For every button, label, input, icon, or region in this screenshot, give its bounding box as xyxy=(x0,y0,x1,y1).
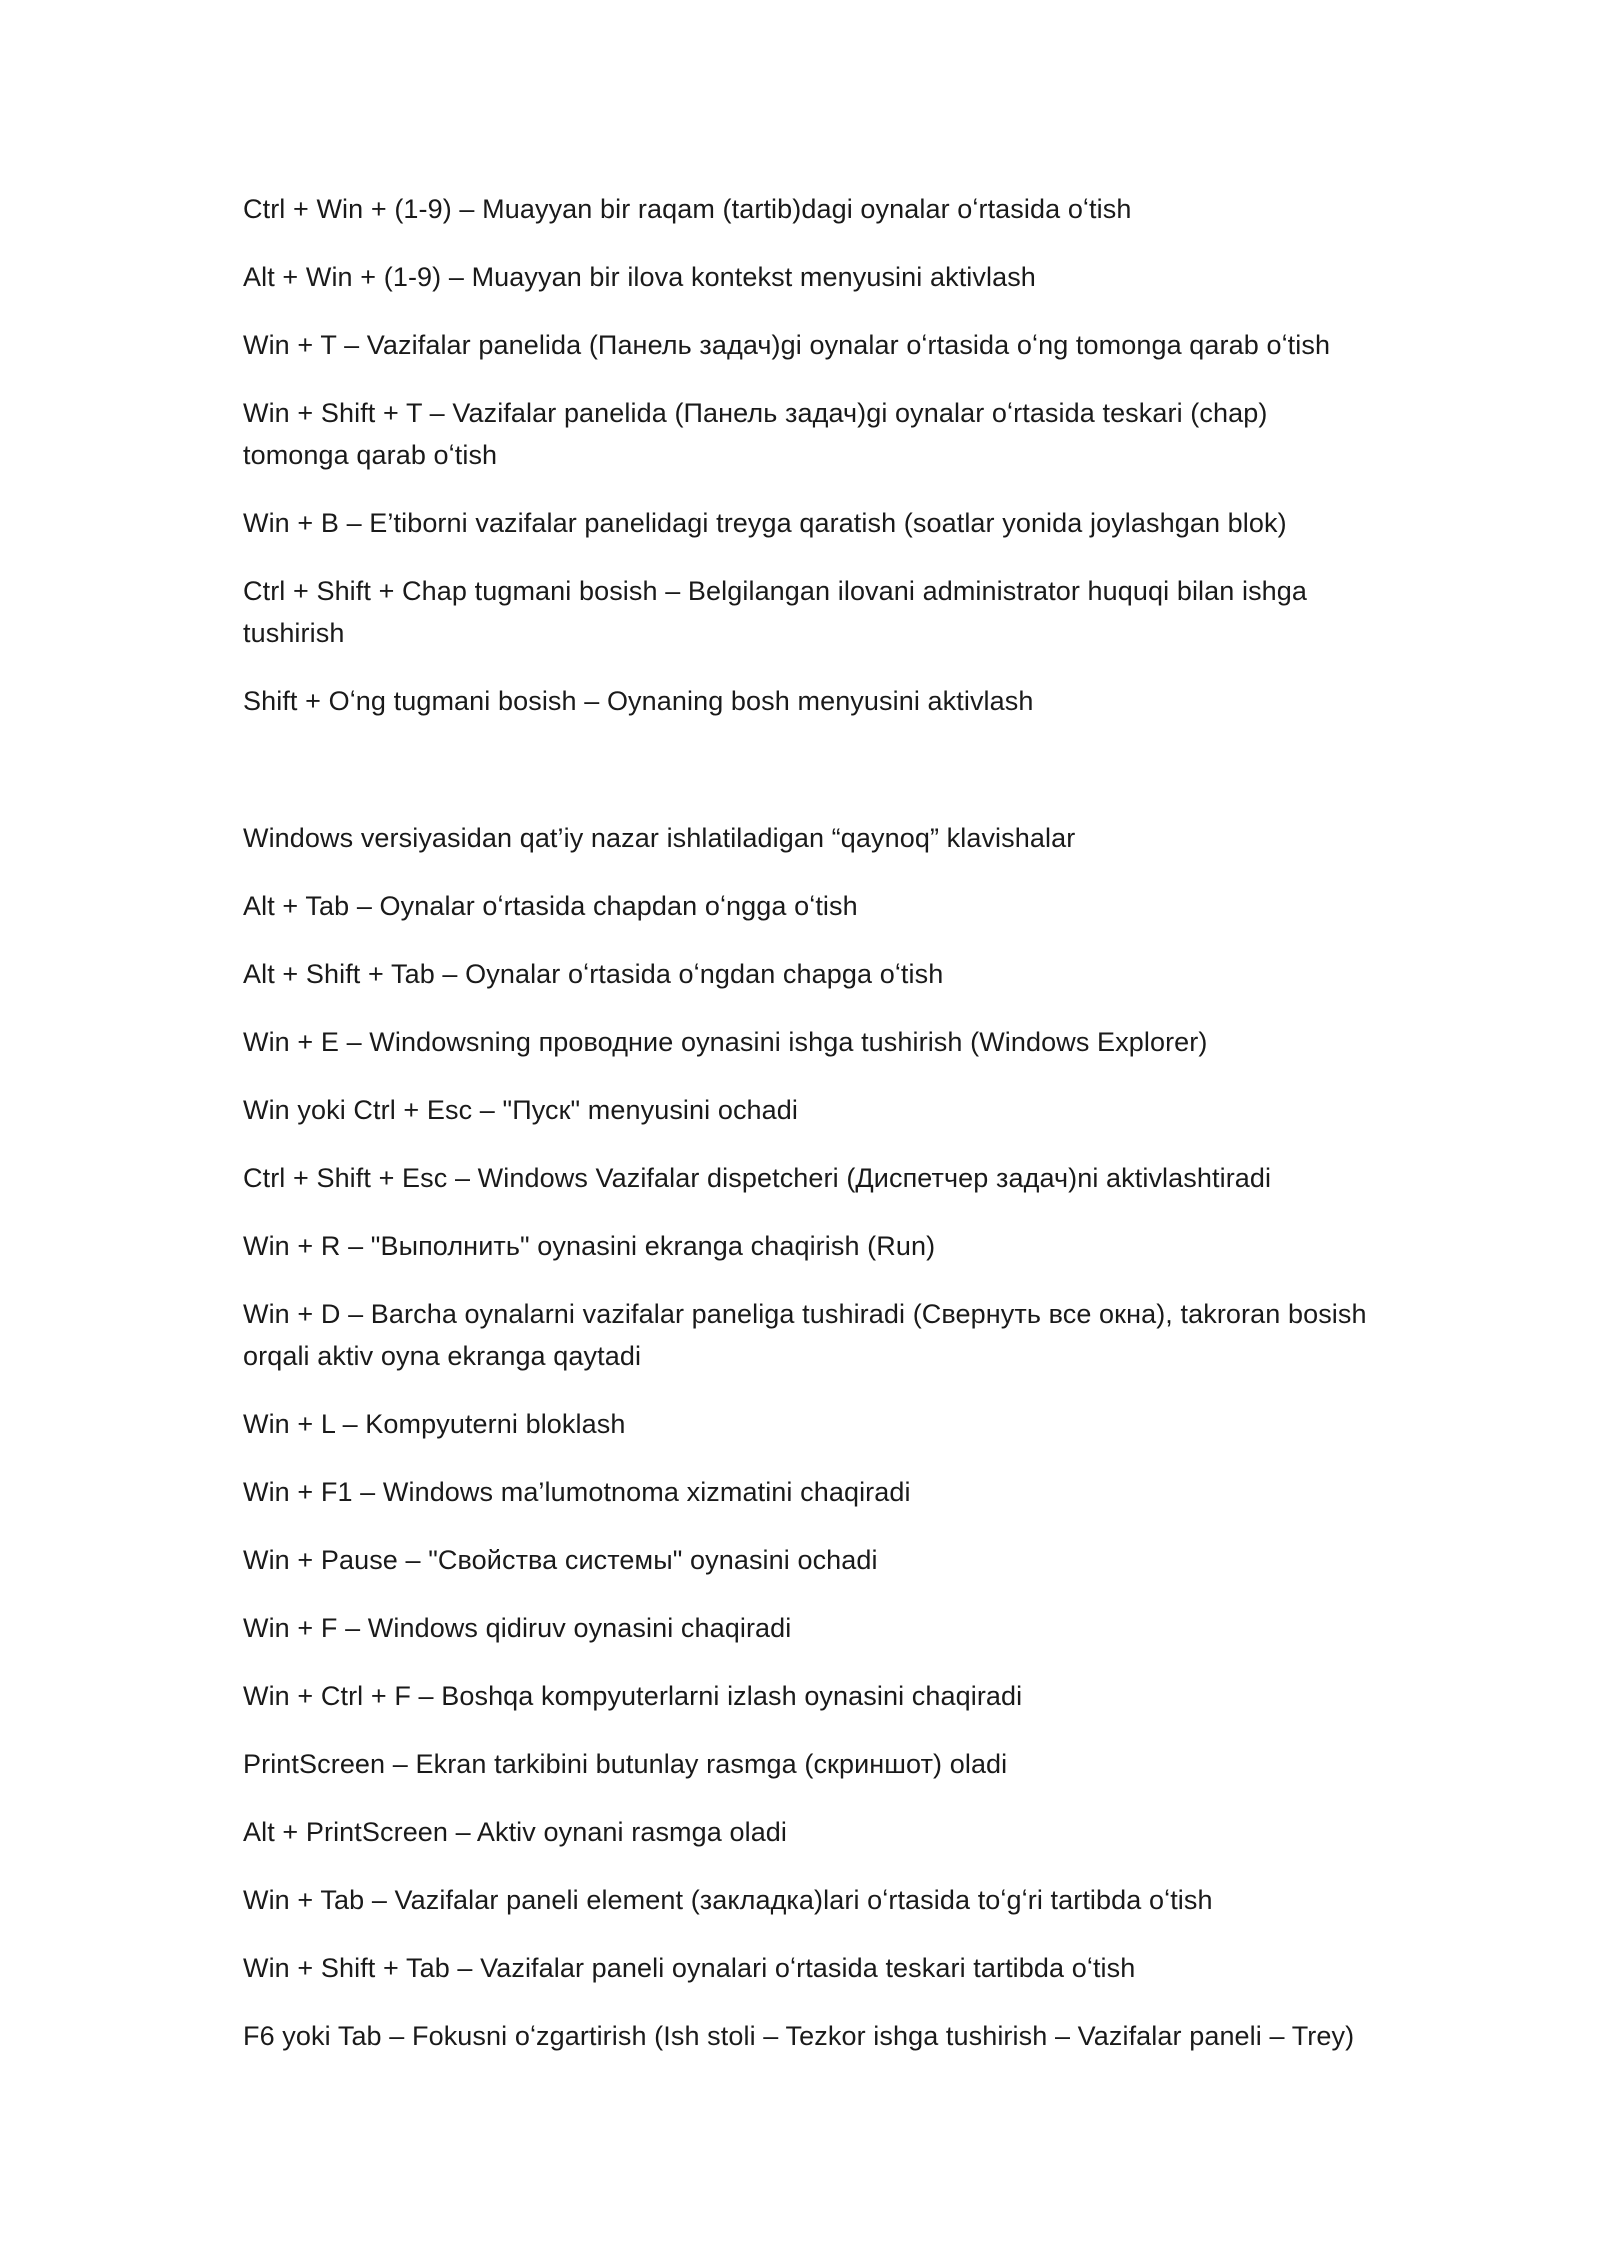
shortcut-line: Win + D – Barcha oynalarni vazifalar paneliga tushiradi (Свернуть все окна), takroran bosish orqali aktiv oyna ekranga qaytadi xyxy=(243,1299,1367,1371)
shortcut-line: Win + R – "Выполнить" oynasini ekranga chaqirish (Run) xyxy=(243,1231,936,1261)
shortcut-line: Win + E – Windowsning проводние oynasini ishga tushirish (Windows Explorer) xyxy=(243,1027,1208,1057)
shortcut-line: Win + Tab – Vazifalar paneli element (закладка)lari oʻrtasida toʻgʻri tartibda oʻtish xyxy=(243,1885,1213,1915)
shortcut-line: Ctrl + Shift + Esc – Windows Vazifalar dispetcheri (Диспетчер задач)ni aktivlashtiradi xyxy=(243,1163,1272,1193)
shortcut-line: PrintScreen – Ekran tarkibini butunlay rasmga (скриншот) oladi xyxy=(243,1749,1008,1779)
section-spacer xyxy=(243,748,1373,817)
shortcut-line: Alt + Tab – Oynalar oʻrtasida chapdan oʻngga oʻtish xyxy=(243,891,858,921)
shortcut-line: Ctrl + Shift + Chap tugmani bosish – Belgilangan ilovani administrator huquqi bilan ishga tushirish xyxy=(243,576,1308,648)
section-heading: Windows versiyasidan qat’iy nazar ishlatiladigan “qaynoq” klavishalar xyxy=(243,823,1076,853)
document-page xyxy=(243,188,1373,2083)
shortcut-line: Win + T – Vazifalar panelida (Панель задач)gi oynalar oʻrtasida oʻng tomonga qarab oʻtish xyxy=(243,330,1331,360)
shortcut-line: Ctrl + Win + (1-9) – Muayyan bir raqam (tartib)dagi oynalar oʻrtasida oʻtish xyxy=(243,194,1132,224)
shortcut-line: Win + F1 – Windows ma’lumotnoma xizmatini chaqiradi xyxy=(243,1477,911,1507)
shortcut-line: Alt + PrintScreen – Aktiv oynani rasmga oladi xyxy=(243,1817,788,1847)
shortcut-line: Shift + Oʻng tugmani bosish – Oynaning bosh menyusini aktivlash xyxy=(243,686,1034,716)
shortcut-line: Win + L – Kompyuterni bloklash xyxy=(243,1409,626,1439)
shortcut-list-general xyxy=(243,817,1373,2057)
shortcut-line: Win + B – E’tiborni vazifalar panelidagi treyga qaratish (soatlar yonida joylashgan blok) xyxy=(243,508,1287,538)
shortcut-list-taskbar xyxy=(243,188,1373,722)
shortcut-line: Win + F – Windows qidiruv oynasini chaqiradi xyxy=(243,1613,792,1643)
shortcut-line: Alt + Win + (1-9) – Muayyan bir ilova kontekst menyusini aktivlash xyxy=(243,262,1036,292)
shortcut-line: F6 yoki Tab – Fokusni oʻzgartirish (Ish stoli – Tezkor ishga tushirish – Vazifalar paneli – Trey) xyxy=(243,2021,1355,2051)
shortcut-line: Win + Pause – "Свойства системы" oynasini ochadi xyxy=(243,1545,878,1575)
shortcut-line: Alt + Shift + Tab – Oynalar oʻrtasida oʻngdan chapga oʻtish xyxy=(243,959,944,989)
shortcut-line: Win + Ctrl + F – Boshqa kompyuterlarni izlash oynasini chaqiradi xyxy=(243,1681,1023,1711)
shortcut-line: Win + Shift + Tab – Vazifalar paneli oynalari oʻrtasida teskari tartibda oʻtish xyxy=(243,1953,1136,1983)
shortcut-line: Win + Shift + T – Vazifalar panelida (Панель задач)gi oynalar oʻrtasida teskari (chap) tomonga qarab oʻtish xyxy=(243,398,1268,470)
shortcut-line: Win yoki Ctrl + Esc – "Пуск" menyusini ochadi xyxy=(243,1095,799,1125)
